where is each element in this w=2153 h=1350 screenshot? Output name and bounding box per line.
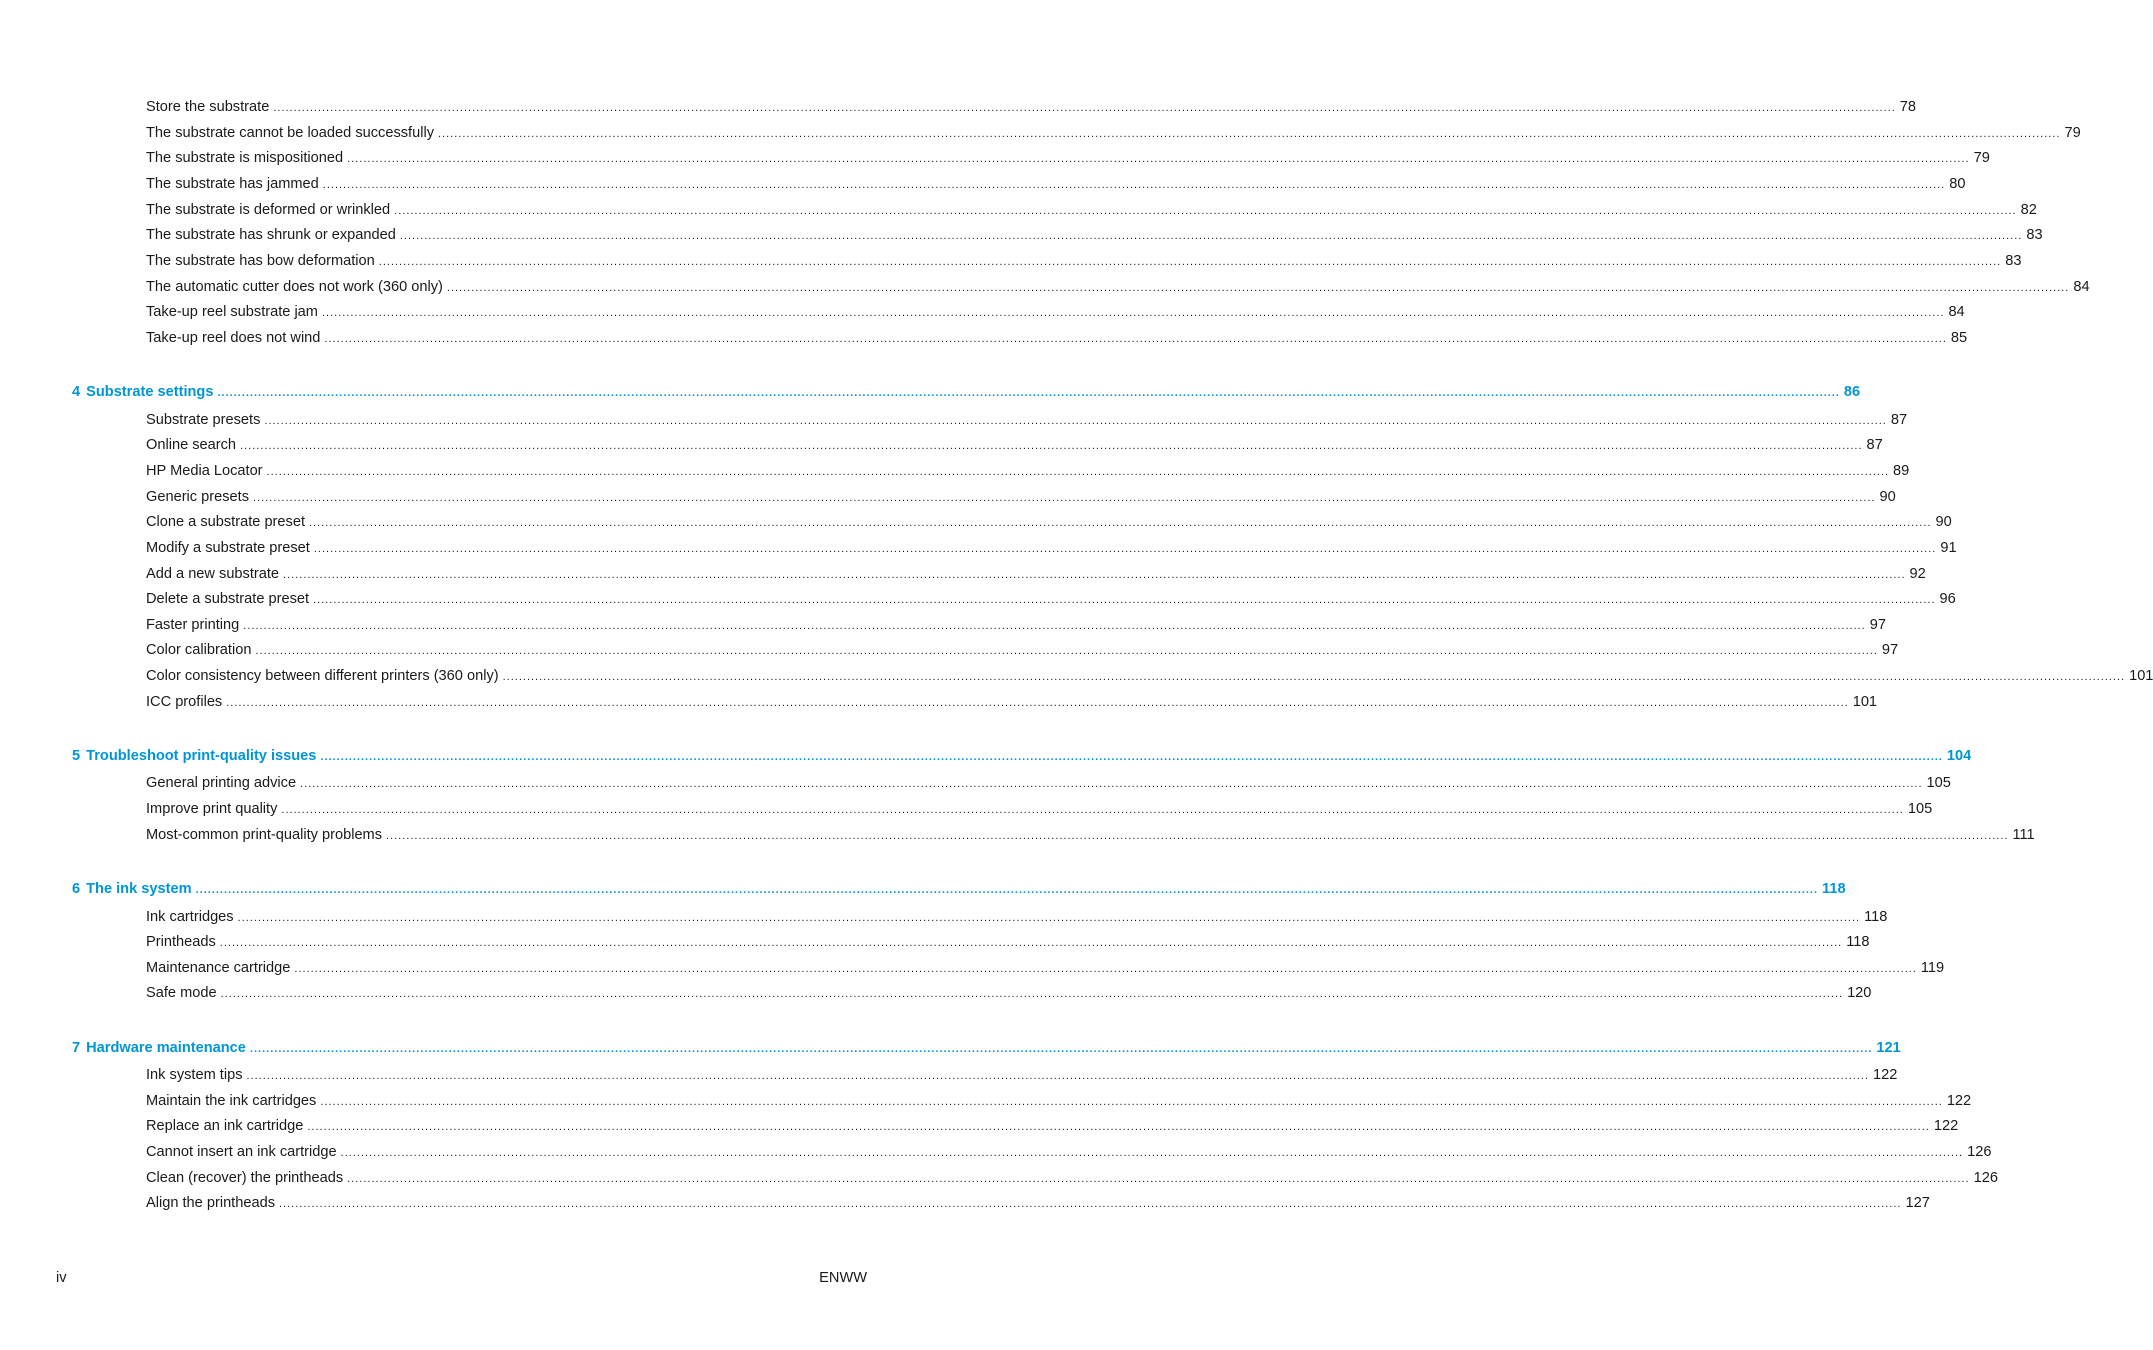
toc-entry-link[interactable]	[146, 1192, 1930, 1214]
entry-title: Safe mode	[146, 985, 217, 1001]
toc-entry-link[interactable]	[146, 1090, 1972, 1112]
entry-title: Substrate presets	[146, 412, 261, 428]
dot-leader: ................................................................................................................................................................................................................................................................................................................................................................................................................	[347, 1173, 1970, 1185]
page-number-ref: 118	[1864, 909, 1888, 925]
dot-leader: ................................................................................................................................................................................................................................................................................................................................................................................................................	[386, 830, 2009, 842]
page-number-ref: 89	[1893, 463, 1910, 479]
dot-leader: ................................................................................................................................................................................................................................................................................................................................................................................................................	[264, 415, 1887, 427]
page-number-ref: 87	[1866, 437, 1883, 453]
page-number-ref: 101	[1852, 694, 1878, 710]
chapter-number: 4	[72, 384, 81, 400]
entry-title: Color calibration	[146, 642, 252, 658]
page-number-ref: 85	[1950, 330, 1968, 346]
toc-chapter-link[interactable]	[72, 878, 1846, 900]
toc-entry-link[interactable]	[146, 957, 1945, 979]
dot-leader: ................................................................................................................................................................................................................................................................................................................................................................................................................	[195, 884, 1819, 896]
toc-entry-link[interactable]	[146, 798, 1933, 820]
page-number-ref: 80	[1949, 176, 1966, 192]
entry-title: Clean (recover) the printheads	[146, 1170, 344, 1186]
page-number-ref: 97	[1869, 617, 1886, 633]
entry-title: The substrate is mispositioned	[146, 150, 344, 166]
entry-title: Take-up reel does not wind	[146, 330, 321, 346]
toc-chapter-link[interactable]	[72, 381, 1861, 403]
page-number-ref: 118	[1822, 881, 1846, 897]
toc-entry-link[interactable]	[146, 931, 1870, 953]
toc-entry-link[interactable]	[146, 250, 2022, 272]
entry-title: The substrate has jammed	[146, 176, 319, 192]
chapter-number: 5	[72, 748, 81, 764]
dot-leader: ................................................................................................................................................................................................................................................................................................................................................................................................................	[279, 1198, 1902, 1210]
document-code: ENWW	[819, 1270, 867, 1286]
dot-leader: ................................................................................................................................................................................................................................................................................................................................................................................................................	[320, 751, 1943, 763]
entry-title: Add a new substrate	[146, 566, 280, 582]
entry-title: Faster printing	[146, 617, 240, 633]
entry-title: The substrate is deformed or wrinkled	[146, 202, 391, 218]
dot-leader: ................................................................................................................................................................................................................................................................................................................................................................................................................	[502, 671, 2126, 683]
dot-leader: ................................................................................................................................................................................................................................................................................................................................................................................................................	[226, 697, 1849, 709]
dot-leader: ................................................................................................................................................................................................................................................................................................................................................................................................................	[240, 440, 1863, 452]
entry-title: General printing advice	[146, 775, 297, 791]
toc-entry-link[interactable]	[146, 588, 1956, 610]
page-number-ref: 86	[1843, 384, 1861, 400]
page-number-ref: 79	[1973, 150, 1990, 166]
toc-entry-link[interactable]	[146, 327, 1968, 349]
toc-entry-link[interactable]	[146, 772, 1951, 794]
toc-entry-link[interactable]	[146, 199, 2037, 221]
dot-leader: ................................................................................................................................................................................................................................................................................................................................................................................................................	[394, 205, 2017, 217]
toc-entry-link[interactable]	[146, 301, 1965, 323]
entry-title: Maintain the ink cartridges	[146, 1093, 317, 1109]
toc-entry-link[interactable]	[146, 614, 1886, 636]
page-number-ref: 83	[2005, 253, 2022, 269]
dot-leader: ................................................................................................................................................................................................................................................................................................................................................................................................................	[313, 543, 1937, 555]
page-number-ref: 104	[1946, 748, 1972, 764]
dot-leader: ................................................................................................................................................................................................................................................................................................................................................................................................................	[237, 912, 1861, 924]
entry-title: Maintenance cartridge	[146, 960, 291, 976]
page-number-ref: 97	[1881, 642, 1899, 658]
dot-leader: ................................................................................................................................................................................................................................................................................................................................................................................................................	[324, 333, 1947, 345]
toc-entry-link[interactable]	[146, 460, 1910, 482]
page-number-ref: 90	[1879, 489, 1896, 505]
toc-entry-link[interactable]	[146, 434, 1883, 456]
toc-entry-link[interactable]	[146, 691, 1878, 713]
toc-entry-link[interactable]	[146, 665, 2153, 687]
toc-chapter-link[interactable]	[72, 1037, 1901, 1059]
page-number-ref: 92	[1909, 566, 1926, 582]
page-number-ref: 126	[1973, 1170, 1998, 1186]
toc-entry-link[interactable]	[146, 1167, 1998, 1189]
dot-leader: ................................................................................................................................................................................................................................................................................................................................................................................................................	[378, 256, 2002, 268]
entry-title: ICC profiles	[146, 694, 223, 710]
dot-leader: ................................................................................................................................................................................................................................................................................................................................................................................................................	[217, 387, 1840, 399]
page-number-ref: 122	[1946, 1093, 1972, 1109]
page-number-ref: 127	[1905, 1195, 1930, 1211]
page-number-ref: 126	[1967, 1144, 1992, 1160]
page-number-ref: 78	[1899, 99, 1917, 115]
page-number-ref: 118	[1846, 934, 1870, 950]
entry-title: Take-up reel substrate jam	[146, 304, 318, 320]
entry-title: Cannot insert an ink cartridge	[146, 1144, 337, 1160]
dot-leader: ................................................................................................................................................................................................................................................................................................................................................................................................................	[273, 102, 1896, 114]
entry-title: The substrate has shrunk or expanded	[146, 227, 396, 243]
chapter-title: Substrate settings	[86, 384, 214, 400]
dot-leader: ................................................................................................................................................................................................................................................................................................................................................................................................................	[340, 1147, 1964, 1159]
dot-leader: ................................................................................................................................................................................................................................................................................................................................................................................................................	[255, 645, 1878, 657]
entry-title: Ink system tips	[146, 1067, 243, 1083]
page-number-ref: 111	[2012, 827, 2035, 843]
entry-title: Replace an ink cartridge	[146, 1118, 304, 1134]
toc-chapter-link[interactable]	[72, 745, 1972, 767]
toc-entry-link[interactable]	[146, 1064, 1898, 1086]
entry-title: Clone a substrate preset	[146, 514, 305, 530]
page-number-ref: 105	[1907, 801, 1933, 817]
entry-title: Modify a substrate preset	[146, 540, 310, 556]
page-number-ref: 87	[1890, 412, 1908, 428]
toc-entry-link[interactable]	[146, 1115, 1959, 1137]
toc-entry-link[interactable]	[146, 486, 1896, 508]
page-number-ref: 91	[1940, 540, 1957, 556]
toc-entry-link[interactable]	[146, 563, 1926, 585]
dot-leader: ................................................................................................................................................................................................................................................................................................................................................................................................................	[253, 492, 1876, 504]
page-number: iv	[56, 1270, 67, 1286]
page-number-ref: 120	[1847, 985, 1872, 1001]
entry-title: HP Media Locator	[146, 463, 263, 479]
dot-leader: ................................................................................................................................................................................................................................................................................................................................................................................................................	[281, 804, 1904, 816]
page-number-ref: 90	[1935, 514, 1952, 530]
toc-entry-link[interactable]	[146, 639, 1899, 661]
toc-entry-link[interactable]	[146, 276, 2090, 298]
page-number-ref: 84	[2073, 279, 2090, 295]
toc-entry-link[interactable]	[146, 96, 1917, 118]
page-number-ref: 101	[2129, 668, 2153, 684]
dot-leader: ................................................................................................................................................................................................................................................................................................................................................................................................................	[283, 569, 1906, 581]
entry-title: Printheads	[146, 934, 216, 950]
page-number-ref: 79	[2064, 125, 2081, 141]
entry-title: Color consistency between different printers (360 only)	[146, 668, 499, 684]
chapter-title: Hardware maintenance	[86, 1040, 246, 1056]
page-number-ref: 84	[1948, 304, 1965, 320]
dot-leader: ................................................................................................................................................................................................................................................................................................................................................................................................................	[249, 1043, 1873, 1055]
toc-entry-link[interactable]	[146, 982, 1872, 1004]
page-number-ref: 83	[2026, 227, 2043, 243]
dot-leader: ................................................................................................................................................................................................................................................................................................................................................................................................................	[246, 1070, 1869, 1082]
toc-entry-link[interactable]	[146, 173, 1966, 195]
toc-entry-link[interactable]	[146, 511, 1952, 533]
dot-leader: ................................................................................................................................................................................................................................................................................................................................................................................................................	[300, 778, 1923, 790]
entry-title: Align the printheads	[146, 1195, 275, 1211]
dot-leader: ................................................................................................................................................................................................................................................................................................................................................................................................................	[309, 517, 1932, 529]
toc-entry-link[interactable]	[146, 409, 1908, 431]
toc-entry-link[interactable]	[146, 537, 1957, 559]
entry-title: The substrate has bow deformation	[146, 253, 375, 269]
chapter-title: Troubleshoot print-quality issues	[86, 748, 317, 764]
dot-leader: ................................................................................................................................................................................................................................................................................................................................................................................................................	[313, 594, 1936, 606]
toc-entry-link[interactable]	[146, 224, 2043, 246]
toc-entry-link[interactable]	[146, 906, 1888, 928]
entry-title: Generic presets	[146, 489, 250, 505]
dot-leader: ................................................................................................................................................................................................................................................................................................................................................................................................................	[307, 1121, 1930, 1133]
dot-leader: ................................................................................................................................................................................................................................................................................................................................................................................................................	[243, 620, 1866, 632]
entry-title: The substrate cannot be loaded successfully	[146, 125, 434, 141]
page-number-ref: 119	[1920, 960, 1945, 976]
dot-leader: ................................................................................................................................................................................................................................................................................................................................................................................................................	[294, 963, 1917, 975]
dot-leader: ................................................................................................................................................................................................................................................................................................................................................................................................................	[219, 937, 1843, 949]
dot-leader: ................................................................................................................................................................................................................................................................................................................................................................................................................	[446, 282, 2070, 294]
chapter-number: 7	[72, 1040, 81, 1056]
page-number-ref: 122	[1872, 1067, 1898, 1083]
dot-leader: ................................................................................................................................................................................................................................................................................................................................................................................................................	[220, 988, 1844, 1000]
toc-entry-link[interactable]	[146, 824, 2035, 846]
entry-title: Improve print quality	[146, 801, 278, 817]
dot-leader: ................................................................................................................................................................................................................................................................................................................................................................................................................	[347, 153, 1970, 165]
chapter-number: 6	[72, 881, 81, 897]
dot-leader: ................................................................................................................................................................................................................................................................................................................................................................................................................	[399, 230, 2023, 242]
page-number-ref: 105	[1926, 775, 1951, 791]
page-number-ref: 122	[1933, 1118, 1959, 1134]
chapter-title: The ink system	[86, 881, 192, 897]
page-number-ref: 82	[2020, 202, 2037, 218]
page-number-ref: 121	[1876, 1040, 1901, 1056]
toc-entry-link[interactable]	[146, 1141, 1992, 1163]
toc-entry-link[interactable]	[146, 147, 1990, 169]
entry-title: The automatic cutter does not work (360 only)	[146, 279, 443, 295]
dot-leader: ................................................................................................................................................................................................................................................................................................................................................................................................................	[321, 307, 1945, 319]
entry-title: Online search	[146, 437, 237, 453]
entry-title: Store the substrate	[146, 99, 270, 115]
entry-title: Delete a substrate preset	[146, 591, 310, 607]
dot-leader: ................................................................................................................................................................................................................................................................................................................................................................................................................	[266, 466, 1890, 478]
entry-title: Most-common print-quality problems	[146, 827, 383, 843]
toc-entry-link[interactable]	[146, 122, 2081, 144]
page-number-ref: 96	[1939, 591, 1956, 607]
dot-leader: ................................................................................................................................................................................................................................................................................................................................................................................................................	[320, 1096, 1943, 1108]
dot-leader: ................................................................................................................................................................................................................................................................................................................................................................................................................	[438, 128, 2061, 140]
dot-leader: ................................................................................................................................................................................................................................................................................................................................................................................................................	[322, 179, 1946, 191]
entry-title: Ink cartridges	[146, 909, 234, 925]
